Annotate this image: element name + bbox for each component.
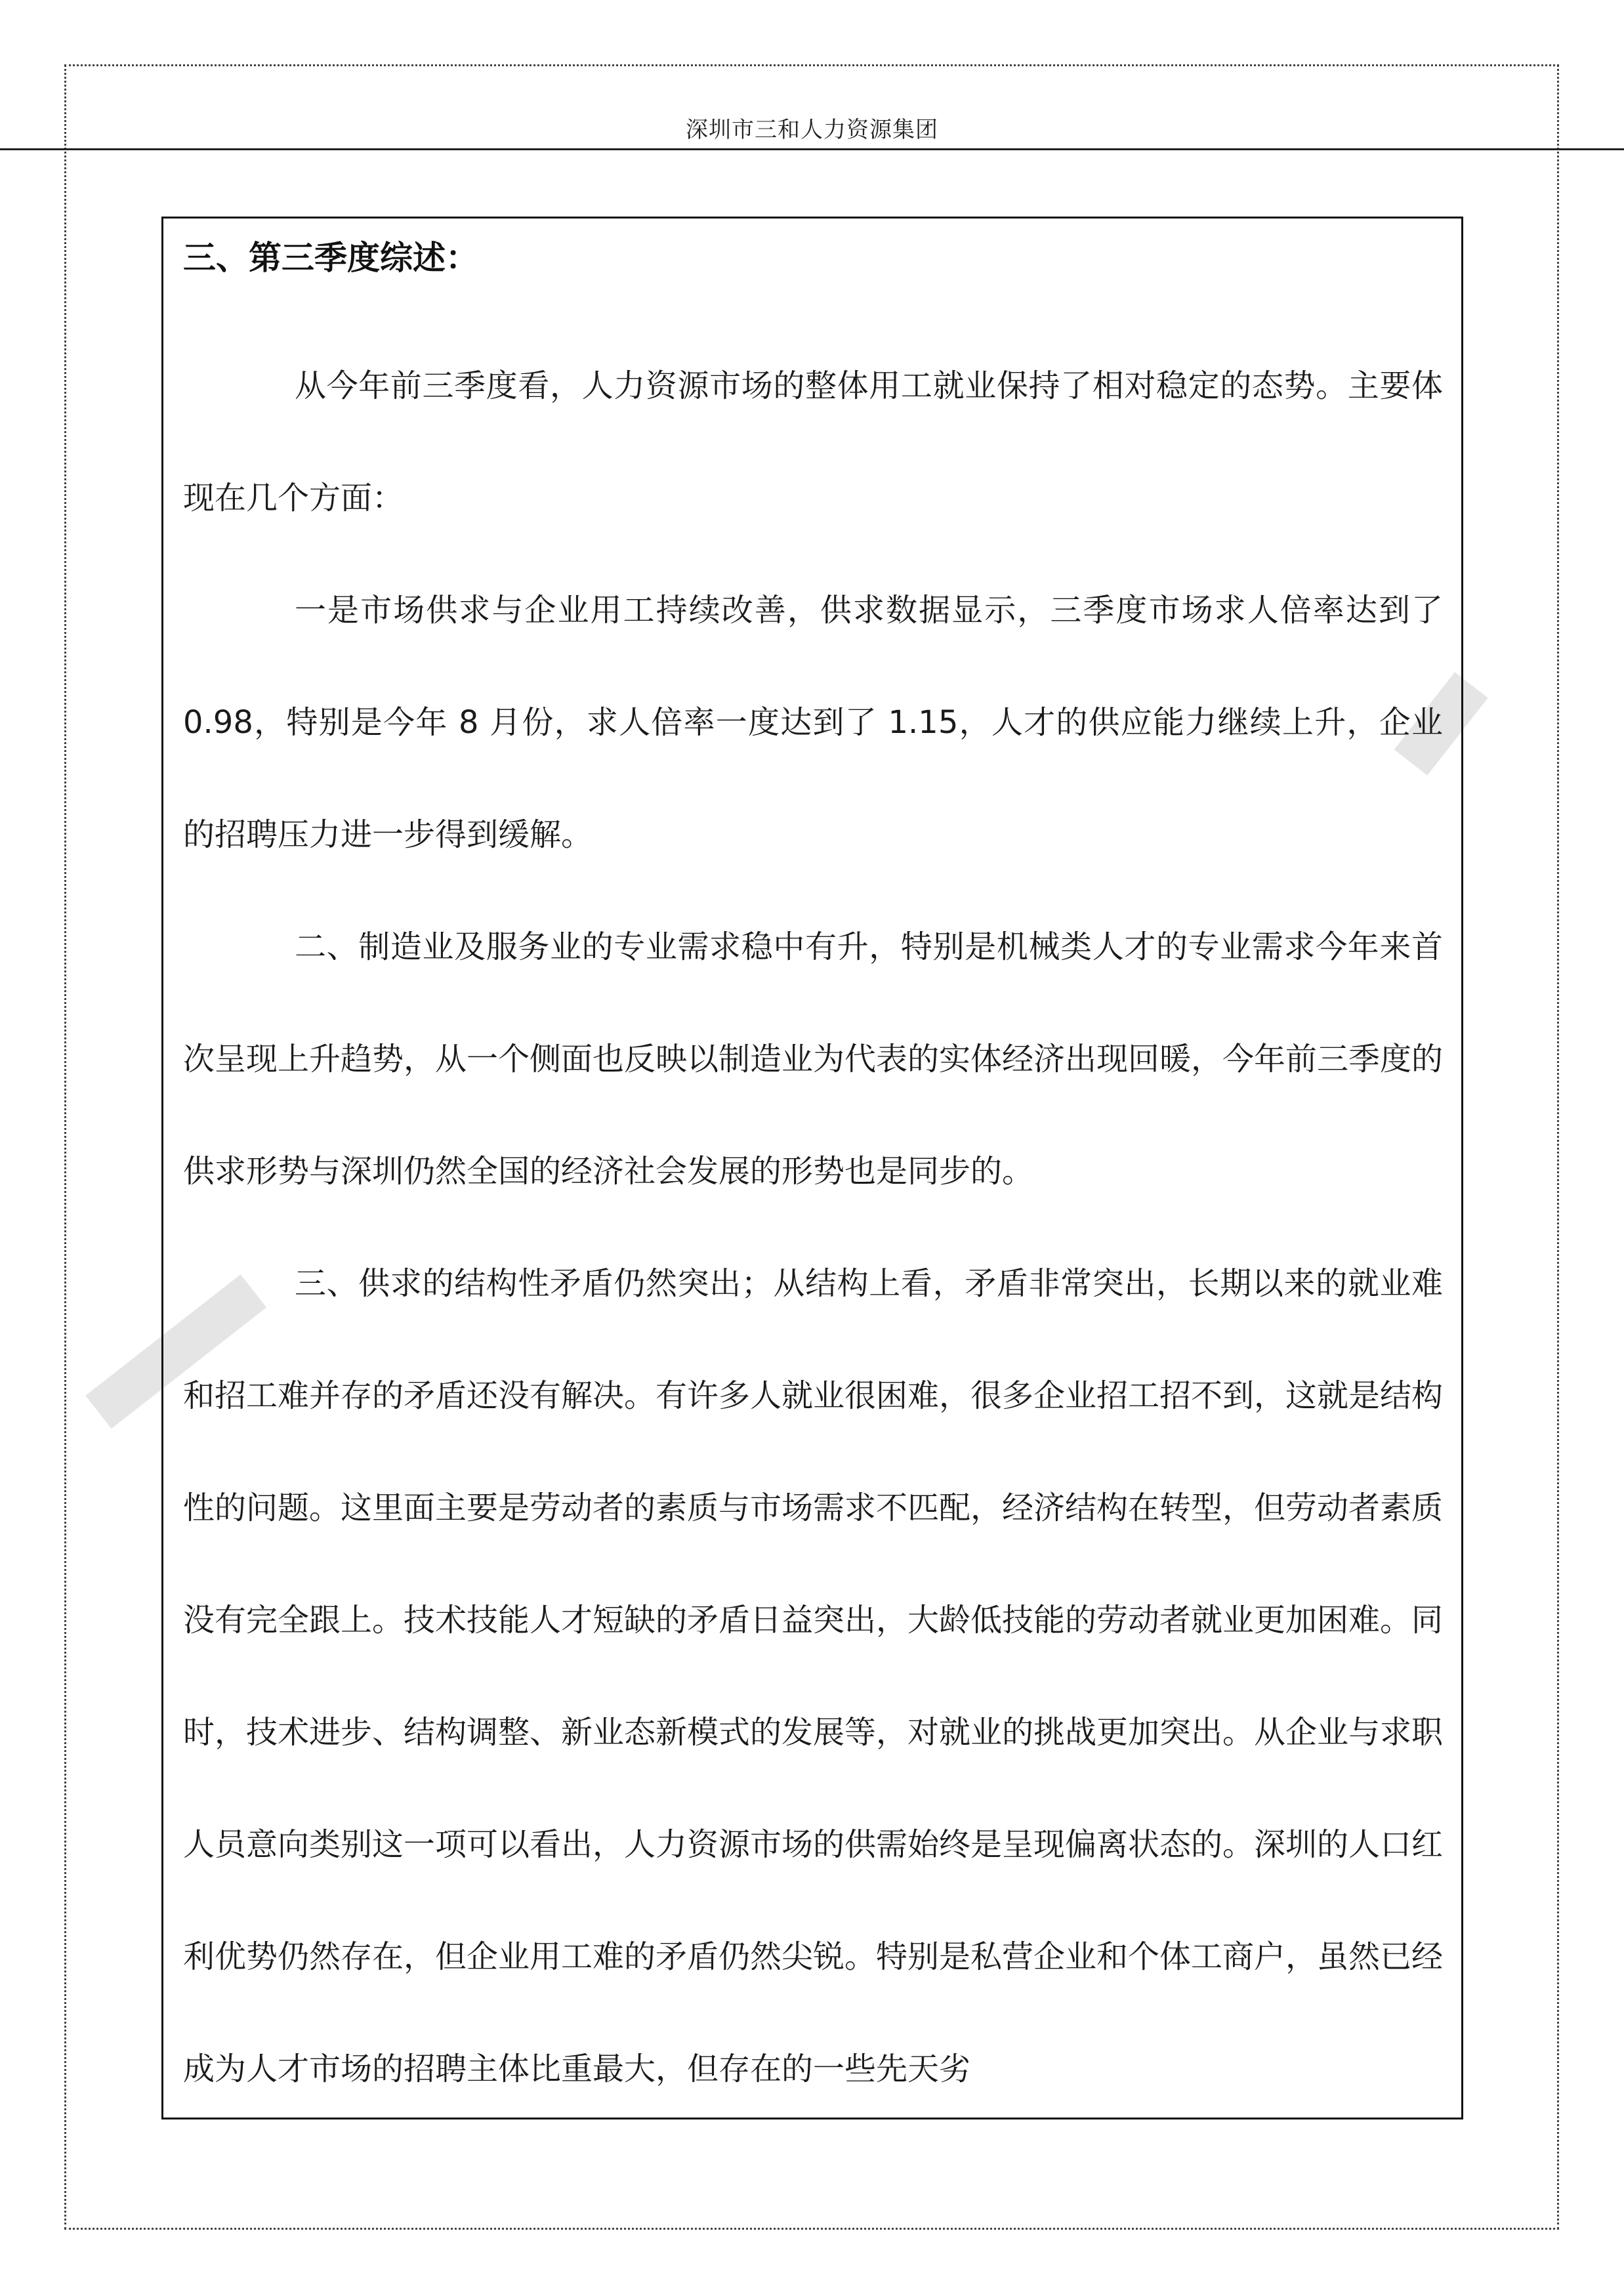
paragraph-overview: 从今年前三季度看，人力资源市场的整体用工就业保持了相对稳定的态势。主要体现在几个方面： xyxy=(183,367,1443,516)
section-heading: 三、第三季度综述： xyxy=(183,239,478,277)
body-text xyxy=(183,330,1443,2119)
content-box xyxy=(161,217,1463,2119)
paragraph-point-two: 二、制造业及服务业的专业需求稳中有升，特别是机械类人才的专业需求今年来首次呈现上升趋势，从一个侧面也反映以制造业为代表的实体经济出现回暖，今年前三季度的供求形势与深圳仍然全国的经济社会发展的形势也是同步的。 xyxy=(183,929,1444,1190)
header-divider xyxy=(0,148,1624,150)
paragraph-point-three: 三、供求的结构性矛盾仍然突出；从结构上看，矛盾非常突出，长期以来的就业难和招工难并存的矛盾还没有解决。有许多人就业很困难，很多企业招工招不到，这就是结构性的问题。这里面主要是劳动者的素质与市场需求不匹配，经济结构在转型，但劳动者素质没有完全跟上。技术技能人才短缺的矛盾日益突出，大龄低技能的劳动者就业更加困难。同时，技术进步、结构调整、新业态新模式的发展等，对就业的挑战更加突出。从企业与求职人员意向类别这一项可以看出，人力资源市场的供需始终是呈现偏离状态的。深圳的人口红利优势仍然存在，但企业用工难的矛盾仍然尖锐。特别是私营企业和个体工商户，虽然已经成为人才市场的招聘主体比重最大，但存在的一些先天劣 xyxy=(183,1265,1444,2087)
paragraph-point-one: 一是市场供求与企业用工持续改善，供求数据显示，三季度市场求人倍率达到了0.98，特别是今年 8 月份，求人倍率一度达到了 1.15，人才的供应能力继续上升，企业的招聘压力进一步得到缓解。 xyxy=(183,592,1443,853)
header-title: 深圳市三和人力资源集团 xyxy=(686,117,938,143)
